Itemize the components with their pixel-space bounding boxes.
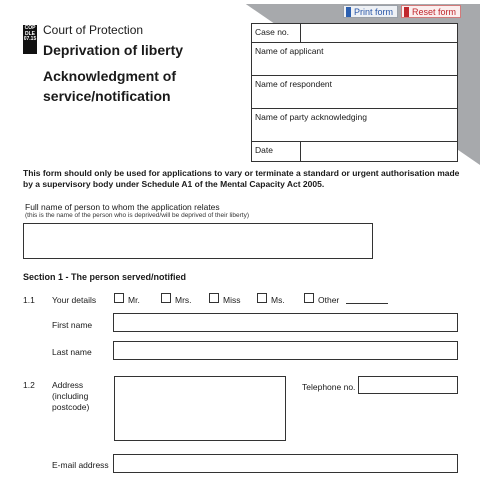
print-form-label: Print form [354, 7, 394, 17]
email-field[interactable] [113, 454, 458, 473]
date-row [252, 142, 457, 161]
email-label: E-mail address [52, 460, 109, 470]
reset-icon [404, 7, 409, 17]
case-no-field[interactable] [300, 24, 457, 42]
title-other-input[interactable] [346, 303, 388, 304]
court-name: Court of Protection [43, 23, 144, 37]
page-title [43, 40, 243, 106]
title-mrs-checkbox[interactable] [161, 293, 171, 303]
respondent-label: Name of respondent [255, 79, 333, 89]
respondent-field[interactable] [252, 76, 457, 109]
section-1-heading: Section 1 - The person served/notified [23, 272, 187, 282]
reset-form-button[interactable] [401, 5, 461, 18]
title-mrs-label: Mrs. [175, 295, 192, 305]
corner-strip [224, 0, 480, 4]
address-field[interactable] [114, 376, 286, 441]
title-mr-checkbox[interactable] [114, 293, 124, 303]
title-line-1: Deprivation of liberty [43, 42, 184, 58]
first-name-field[interactable] [113, 313, 458, 332]
your-details-label: Your details [52, 295, 97, 305]
title-other-checkbox[interactable] [304, 293, 314, 303]
title-ms-checkbox[interactable] [257, 293, 267, 303]
party-label: Name of party acknowledging [255, 112, 367, 122]
last-name-field[interactable] [113, 341, 458, 360]
form-code-logo: COP DLE 07.15 [23, 25, 37, 54]
party-acknowledging-field[interactable] [252, 109, 457, 142]
item-number-1-2: 1.2 [23, 380, 35, 390]
print-icon [346, 7, 351, 17]
relates-note: (this is the name of the person who is deprived/will be deprived of their liberty) [25, 212, 249, 219]
first-name-label: First name [52, 320, 93, 330]
applicant-field[interactable] [252, 43, 457, 76]
relates-label: Full name of person to whom the application relates [25, 202, 220, 212]
title-ms-label: Ms. [271, 295, 285, 305]
case-no-label: Case no. [255, 27, 290, 37]
telephone-label: Telephone no. [302, 382, 356, 392]
title-mr-label: Mr. [128, 295, 140, 305]
date-field[interactable] [300, 142, 457, 161]
title-miss-label: Miss [223, 295, 241, 305]
intro-text: This form should only be used for applications to vary or terminate a standard or urgent authorisation made by a supervisory body under Schedule A1 of the Mental Capacity Act 2005. [23, 168, 460, 189]
address-label: Address (including postcode) [52, 380, 90, 412]
title-line-2: Acknowledgment of service/notification [43, 68, 177, 104]
case-details-box [251, 23, 458, 162]
title-other-label: Other [318, 295, 340, 305]
reset-form-label: Reset form [412, 7, 457, 17]
date-label: Date [255, 145, 273, 155]
telephone-field[interactable] [358, 376, 458, 394]
print-form-button[interactable] [343, 5, 398, 18]
person-full-name-field[interactable] [23, 223, 373, 259]
case-no-row [252, 24, 457, 43]
last-name-label: Last name [52, 347, 92, 357]
title-miss-checkbox[interactable] [209, 293, 219, 303]
item-number-1-1: 1.1 [23, 295, 35, 305]
applicant-label: Name of applicant [255, 46, 324, 56]
